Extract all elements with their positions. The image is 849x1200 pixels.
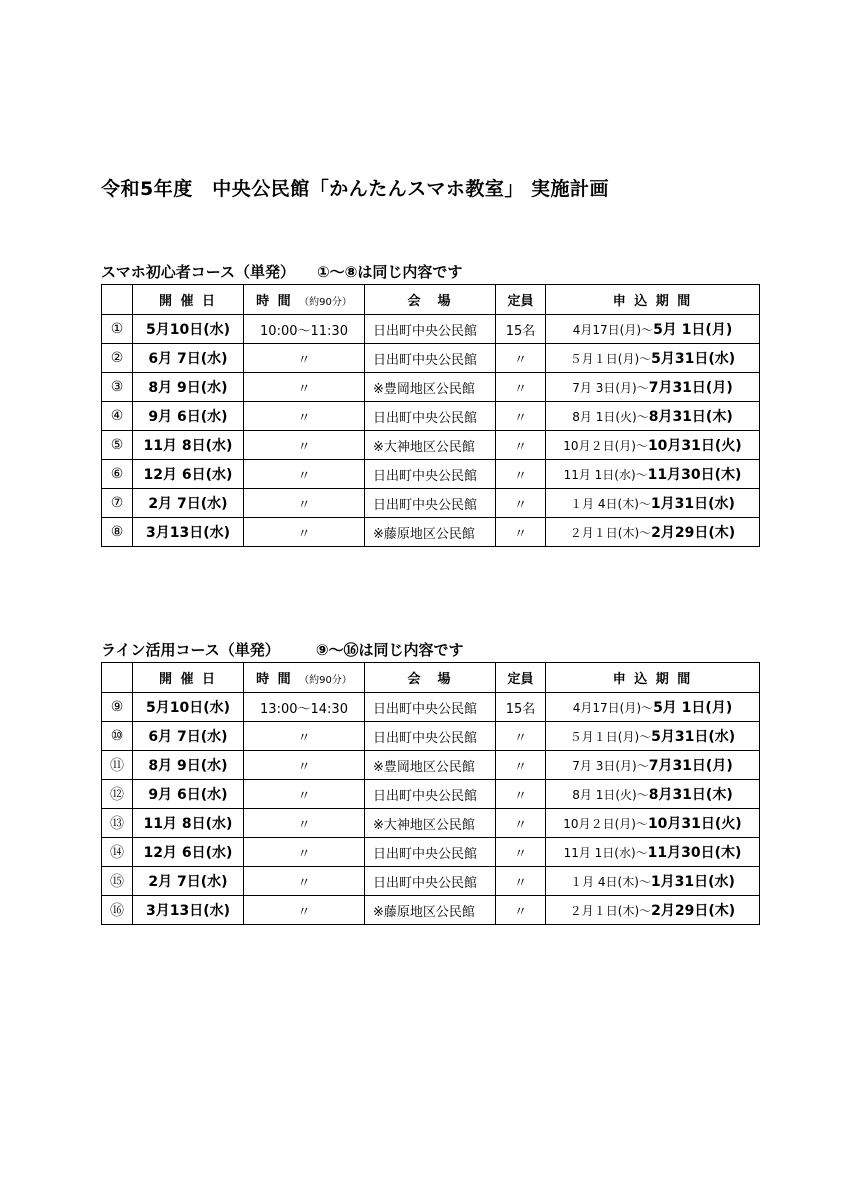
period-start: 8月 1日(火)～: [572, 788, 649, 802]
table-row: [102, 315, 760, 344]
application-period: [546, 751, 760, 780]
session-date: 2月 7日(水): [133, 867, 244, 896]
header-period: 申 込 期 間: [546, 663, 760, 693]
section-heading: [101, 260, 760, 284]
header-capacity: 定員: [496, 663, 546, 693]
period-end: 5月31日(水): [651, 351, 736, 367]
session-venue: 日出町中央公民館: [365, 489, 496, 518]
application-period: [546, 344, 760, 373]
period-start: 11月 1日(水)～: [563, 468, 648, 482]
period-start: ５月１日(月)～: [569, 730, 652, 744]
session-date: 3月13日(水): [133, 518, 244, 547]
session-venue: ※大神地区公民館: [365, 809, 496, 838]
schedule-table-body: [102, 663, 760, 925]
session-time: 〃: [244, 722, 365, 751]
session-time: 〃: [244, 896, 365, 925]
period-end: 2月29日(木): [651, 903, 736, 919]
period-start: 11月 1日(水)～: [563, 846, 648, 860]
table-row: [102, 809, 760, 838]
session-capacity: 〃: [496, 838, 546, 867]
header-time-note: （約90分）: [299, 675, 352, 686]
session-capacity: 〃: [496, 751, 546, 780]
header-num: [102, 285, 133, 315]
period-end: 1月31日(水): [650, 874, 735, 890]
session-venue: 日出町中央公民館: [365, 838, 496, 867]
period-start: １月 4日(木)～: [570, 497, 651, 511]
session-capacity: 〃: [496, 344, 546, 373]
session-number: ⑤: [102, 431, 133, 460]
table-row: [102, 780, 760, 809]
table-row: [102, 867, 760, 896]
period-start: 4月17日(月)～: [572, 323, 654, 337]
table-row: [102, 518, 760, 547]
session-time: 〃: [244, 809, 365, 838]
application-period: [546, 402, 760, 431]
session-number: ①: [102, 315, 133, 344]
schedule-table: [101, 284, 760, 547]
period-end: 5月31日(水): [651, 729, 736, 745]
table-row: [102, 838, 760, 867]
table-row: [102, 460, 760, 489]
session-venue: 日出町中央公民館: [365, 780, 496, 809]
period-start: 4月17日(月)～: [572, 701, 654, 715]
application-period: [546, 431, 760, 460]
session-date: 11月 8日(水): [133, 809, 244, 838]
session-time: 〃: [244, 780, 365, 809]
period-start: 7月 3日(月)～: [572, 381, 649, 395]
table-row: [102, 693, 760, 722]
header-date: 開 催 日: [133, 663, 244, 693]
session-venue: ※豊岡地区公民館: [365, 751, 496, 780]
session-date: 12月 6日(水): [133, 838, 244, 867]
period-end: 11月30日(木): [647, 845, 742, 861]
session-capacity: 〃: [496, 373, 546, 402]
session-capacity: 〃: [496, 431, 546, 460]
session-number: ⑩: [102, 722, 133, 751]
session-date: 12月 6日(水): [133, 460, 244, 489]
session-time: 〃: [244, 518, 365, 547]
session-number: ⑮: [102, 867, 133, 896]
header-date: 開 催 日: [133, 285, 244, 315]
session-number: ④: [102, 402, 133, 431]
period-start: 8月 1日(火)～: [572, 410, 649, 424]
period-end: 8月31日(木): [648, 409, 733, 425]
application-period: [546, 780, 760, 809]
session-number: ⑬: [102, 809, 133, 838]
header-venue: 会 場: [365, 285, 496, 315]
period-start: 10月２日(月)～: [563, 817, 648, 831]
period-start: 10月２日(月)～: [563, 439, 648, 453]
session-time: 〃: [244, 373, 365, 402]
session-time: 〃: [244, 751, 365, 780]
session-date: 11月 8日(水): [133, 431, 244, 460]
course-name: ライン活用コース（単発）: [101, 641, 280, 659]
application-period: [546, 489, 760, 518]
period-end: 8月31日(木): [648, 787, 733, 803]
session-number: ②: [102, 344, 133, 373]
header-venue: 会 場: [365, 663, 496, 693]
session-venue: 日出町中央公民館: [365, 722, 496, 751]
session-capacity: 〃: [496, 722, 546, 751]
period-start: ２月１日(木)～: [569, 904, 652, 918]
header-time-label: 時 間: [256, 672, 293, 687]
session-capacity: 15名: [496, 693, 546, 722]
session-number: ⑦: [102, 489, 133, 518]
period-end: 5月 1日(月): [653, 322, 733, 338]
session-date: 8月 9日(水): [133, 751, 244, 780]
session-venue: ※藤原地区公民館: [365, 896, 496, 925]
session-number: ⑧: [102, 518, 133, 547]
header-time: [244, 663, 365, 693]
session-venue: 日出町中央公民館: [365, 693, 496, 722]
session-venue: 日出町中央公民館: [365, 315, 496, 344]
session-time: 〃: [244, 431, 365, 460]
period-end: 10月31日(火): [647, 816, 742, 832]
session-time: 〃: [244, 460, 365, 489]
header-time-label: 時 間: [256, 294, 293, 309]
session-capacity: 〃: [496, 518, 546, 547]
session-number: ⑪: [102, 751, 133, 780]
header-capacity: 定員: [496, 285, 546, 315]
session-time: 〃: [244, 489, 365, 518]
table-row: [102, 402, 760, 431]
header-time: [244, 285, 365, 315]
application-period: [546, 693, 760, 722]
application-period: [546, 722, 760, 751]
application-period: [546, 867, 760, 896]
application-period: [546, 460, 760, 489]
session-time: 〃: [244, 402, 365, 431]
session-date: 2月 7日(水): [133, 489, 244, 518]
header-time-note: （約90分）: [299, 297, 352, 308]
period-start: ５月１日(月)～: [569, 352, 652, 366]
header-num: [102, 663, 133, 693]
session-date: 6月 7日(水): [133, 344, 244, 373]
section-beginner: [101, 260, 760, 547]
session-time: 〃: [244, 344, 365, 373]
table-row: [102, 489, 760, 518]
table-header-row: [102, 663, 760, 693]
session-time: 〃: [244, 838, 365, 867]
schedule-table-body: [102, 285, 760, 547]
session-number: ⑯: [102, 896, 133, 925]
page-title: 令和5年度 中央公民館「かんたんスマホ教室」 実施計画: [101, 178, 609, 200]
table-row: [102, 722, 760, 751]
session-capacity: 〃: [496, 489, 546, 518]
session-date: 8月 9日(水): [133, 373, 244, 402]
session-number: ⑫: [102, 780, 133, 809]
application-period: [546, 518, 760, 547]
table-row: [102, 896, 760, 925]
session-venue: 日出町中央公民館: [365, 867, 496, 896]
session-capacity: 〃: [496, 867, 546, 896]
session-capacity: 〃: [496, 402, 546, 431]
period-start: ２月１日(木)～: [569, 526, 652, 540]
application-period: [546, 838, 760, 867]
period-end: 2月29日(木): [651, 525, 736, 541]
section-heading: [101, 638, 760, 662]
session-capacity: 〃: [496, 809, 546, 838]
header-period: 申 込 期 間: [546, 285, 760, 315]
table-row: [102, 344, 760, 373]
session-venue: 日出町中央公民館: [365, 402, 496, 431]
session-number: ⑨: [102, 693, 133, 722]
course-name: スマホ初心者コース（単発）: [101, 263, 295, 281]
period-end: 11月30日(木): [647, 467, 742, 483]
table-row: [102, 373, 760, 402]
session-capacity: 〃: [496, 780, 546, 809]
period-start: 7月 3日(月)～: [572, 759, 649, 773]
session-venue: 日出町中央公民館: [365, 460, 496, 489]
session-date: 3月13日(水): [133, 896, 244, 925]
session-capacity: 〃: [496, 896, 546, 925]
session-date: 9月 6日(水): [133, 402, 244, 431]
table-header-row: [102, 285, 760, 315]
session-date: 5月10日(水): [133, 693, 244, 722]
schedule-table: [101, 662, 760, 925]
period-end: 10月31日(火): [647, 438, 742, 454]
session-date: 9月 6日(水): [133, 780, 244, 809]
session-capacity: 15名: [496, 315, 546, 344]
session-time: 10:00～11:30: [244, 315, 365, 344]
session-number: ⑭: [102, 838, 133, 867]
session-venue: 日出町中央公民館: [365, 344, 496, 373]
session-venue: ※豊岡地区公民館: [365, 373, 496, 402]
period-end: 7月31日(月): [648, 380, 733, 396]
period-end: 7月31日(月): [648, 758, 733, 774]
application-period: [546, 315, 760, 344]
period-end: 5月 1日(月): [653, 700, 733, 716]
session-capacity: 〃: [496, 460, 546, 489]
table-row: [102, 431, 760, 460]
table-row: [102, 751, 760, 780]
course-note: ①～⑧は同じ内容です: [316, 263, 463, 281]
section-line: [101, 638, 760, 925]
session-date: 6月 7日(水): [133, 722, 244, 751]
period-start: １月 4日(木)～: [570, 875, 651, 889]
application-period: [546, 809, 760, 838]
course-note: ⑨～⑯は同じ内容です: [315, 641, 464, 659]
period-end: 1月31日(水): [650, 496, 735, 512]
session-time: 〃: [244, 867, 365, 896]
session-date: 5月10日(水): [133, 315, 244, 344]
application-period: [546, 373, 760, 402]
session-venue: ※藤原地区公民館: [365, 518, 496, 547]
application-period: [546, 896, 760, 925]
session-number: ③: [102, 373, 133, 402]
session-number: ⑥: [102, 460, 133, 489]
session-venue: ※大神地区公民館: [365, 431, 496, 460]
session-time: 13:00～14:30: [244, 693, 365, 722]
